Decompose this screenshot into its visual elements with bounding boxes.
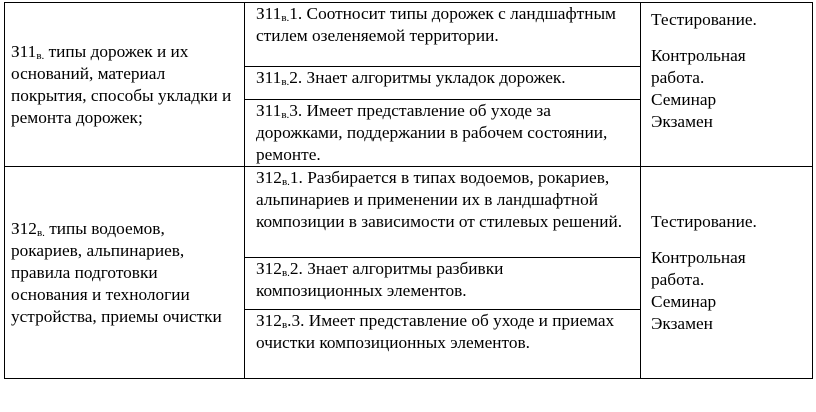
evaluation-item: Экзамен — [651, 112, 713, 131]
skill-cell: $З12_{в.}2$. Знает алгоритмы разбивки композиционных элементов. — [245, 258, 641, 310]
knowledge-cell: $З11_{в.}$ типы дорожек и их оснований, материал покрытия, способы укладки и ремонта дорожек; — [5, 3, 245, 167]
evaluation-item: Тестирование. — [651, 10, 757, 29]
evaluation-item: Экзамен — [651, 313, 713, 333]
knowledge-cell: $З12_{в.}$ типы водоемов, рокариев, альпинариев, правила подготовки основания и технологии устройства, приемы очистки — [5, 167, 245, 379]
table-row — [5, 3, 813, 67]
evaluation-item: Контрольная работа. — [651, 46, 746, 87]
evaluation-item: Контрольная работа. — [651, 247, 746, 289]
skill-cell: $З11_{в.}3$. Имеет представление об уходе за дорожками, поддержании в рабочем состоянии, ремонте. — [245, 100, 641, 167]
skill-cell: $З11_{в.}2$. Знает алгоритмы укладок дорожек. — [245, 67, 641, 100]
skill-cell: $З12_в.3$. Имеет представление об уходе и приемах очистки композиционных элементов. — [245, 310, 641, 379]
evaluation-item: Семинар — [651, 291, 717, 311]
skill-cell: $З12_{в.}1$. Разбирается в типах водоемов, рокариев, альпинариев и применении их в ландшафтной композиции в зависимости от стилевых решений. — [245, 167, 641, 258]
evaluation-item: Семинар — [651, 90, 717, 109]
competency-table — [4, 2, 813, 379]
skill-cell: $З11_{в.}1$. Соотносит типы дорожек с ландшафтным стилем озеленяемой территории. — [245, 3, 641, 67]
evaluation-item: Тестирование. — [651, 211, 757, 231]
evaluation-cell — [641, 3, 813, 167]
evaluation-cell — [641, 167, 813, 379]
table-row — [5, 167, 813, 258]
